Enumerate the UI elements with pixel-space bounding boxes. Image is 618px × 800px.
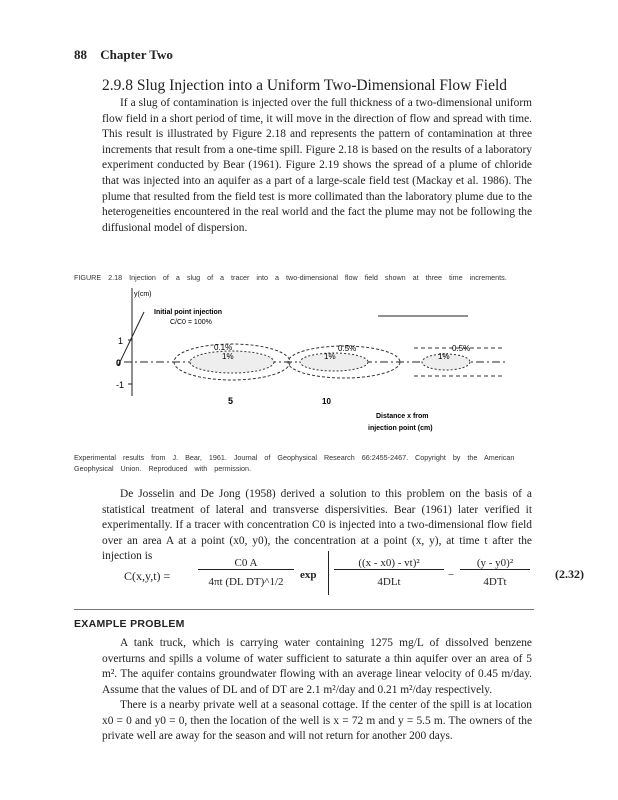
plume-3-label-outer: 0.5%	[452, 344, 471, 353]
example-title: EXAMPLE PROBLEM	[74, 618, 185, 630]
y-tick-label-1: 1	[118, 336, 124, 346]
y-axis-label: y(cm)	[134, 291, 152, 298]
equation-fraction-den: 4πt (DL DT)^1/2	[208, 576, 284, 588]
equation-lhs: C(x,y,t) =	[124, 569, 171, 583]
chapter-title: Chapter Two	[100, 47, 173, 62]
figure-credit: Experimental results from J. Bear, 1961. Journal of Geophysical Research 66:2455-2467. Copyright by the American Geophysical Union. Reproduced with permission.	[74, 453, 515, 473]
figure-caption: FIGURE 2.18 Injection of a slug of a tracer into a two-dimensional flow field shown at three time increments.	[74, 273, 507, 282]
equation-bracket	[328, 551, 331, 595]
plume-1-label-outer: 0.1%	[214, 343, 233, 352]
plume-2-label-outer: 0.5%	[338, 344, 357, 353]
example-text-1: A tank truck, which is carrying water containing 1275 mg/L of dissolved benzene overturns and spills a volume of water sufficient to saturate a thin aquifer over an area of 5 m². The aquifer contains groundwater flowing with an average linear velocity of 0.45 m/day. Assume that the values of DL and of DT are 2.1 m²/day and 0.21 m²/day respectively.	[102, 637, 532, 696]
section-title: 2.9.8 Slug Injection into a Uniform Two-Dimensional Flow Field	[102, 77, 508, 94]
equation-term2-den: 4DTt	[483, 576, 507, 588]
equation-number: (2.32)	[555, 567, 584, 581]
solution-text: De Josselin and De Jong (1958) derived a solution to this problem on the basis of a statistical treatment of lateral and transverse dispersivities. Bear (1961) later verified it experimentally. If a tracer with concentration C0 is injected into a two-dimensional flow field over an area A at a point (x0, y0), the concentration at a point (x, y), at time t after the injection is	[102, 488, 532, 563]
plume-1-label-inner: 1%	[222, 352, 234, 361]
solution-paragraph	[102, 487, 532, 565]
example-text-2: There is a nearby private well at a seasonal cottage. If the center of the spill is at location x0 = 0 and y0 = 0, then the location of the well is x = 72 m and y = 5.5 m. The owners of the private well are away for the season and will not return for another 200 days.	[102, 699, 532, 743]
plume-2-label-inner: 1%	[324, 352, 336, 361]
equation-term1-num: ((x - x0) - vt)²	[334, 557, 444, 570]
figure-2-18	[74, 278, 544, 446]
page-number: 88	[74, 47, 87, 62]
x-axis-label-line2: injection point (cm)	[368, 425, 433, 432]
concentration-label: C/C0 = 100%	[170, 319, 212, 326]
injection-label: Initial point injection	[154, 309, 223, 316]
y-tick-label-0: 0	[116, 358, 122, 368]
x-axis-label-line1: Distance x from	[376, 413, 429, 420]
equation-fraction-num: C0 A	[198, 557, 294, 570]
example-paragraph-2	[102, 698, 532, 745]
example-paragraph-1	[102, 636, 532, 698]
running-header	[74, 47, 173, 63]
equation-exp: exp	[300, 569, 317, 581]
equation-minus: −	[448, 569, 455, 581]
x-tick-label-10: 10	[322, 397, 331, 406]
intro-text: If a slug of contamination is injected over the full thickness of a two-dimensional uniform flow field in a short period of time, it will move in the direction of flow and spread with time. This result is illustrated by Figure 2.18 and represents the pattern of contamination at three increments that result from a one-time spill. Figure 2.18 is based on the results of a laboratory experiment conducted by Bear (1961). Figure 2.19 shows the spread of a plume of chloride that was injected into an aquifer as a part of a large-scale field test (Mackay et al. 1986). The plume that resulted from the field test is more collimated than the laboratory plume due to the heterogeneities encountered in the real world and the fact the plume may not be following the diffusional model of dispersion.	[102, 97, 532, 234]
example-divider	[74, 609, 534, 610]
equation-term1-den: 4DLt	[377, 576, 401, 588]
equation-term2-num: (y - y0)²	[460, 557, 530, 570]
equation-2-32	[124, 557, 544, 597]
intro-paragraph	[102, 96, 532, 236]
plume-3-label-inner: 1%	[438, 352, 450, 361]
y-tick-label-minus1: -1	[116, 380, 125, 390]
x-tick-label-5: 5	[228, 396, 234, 406]
